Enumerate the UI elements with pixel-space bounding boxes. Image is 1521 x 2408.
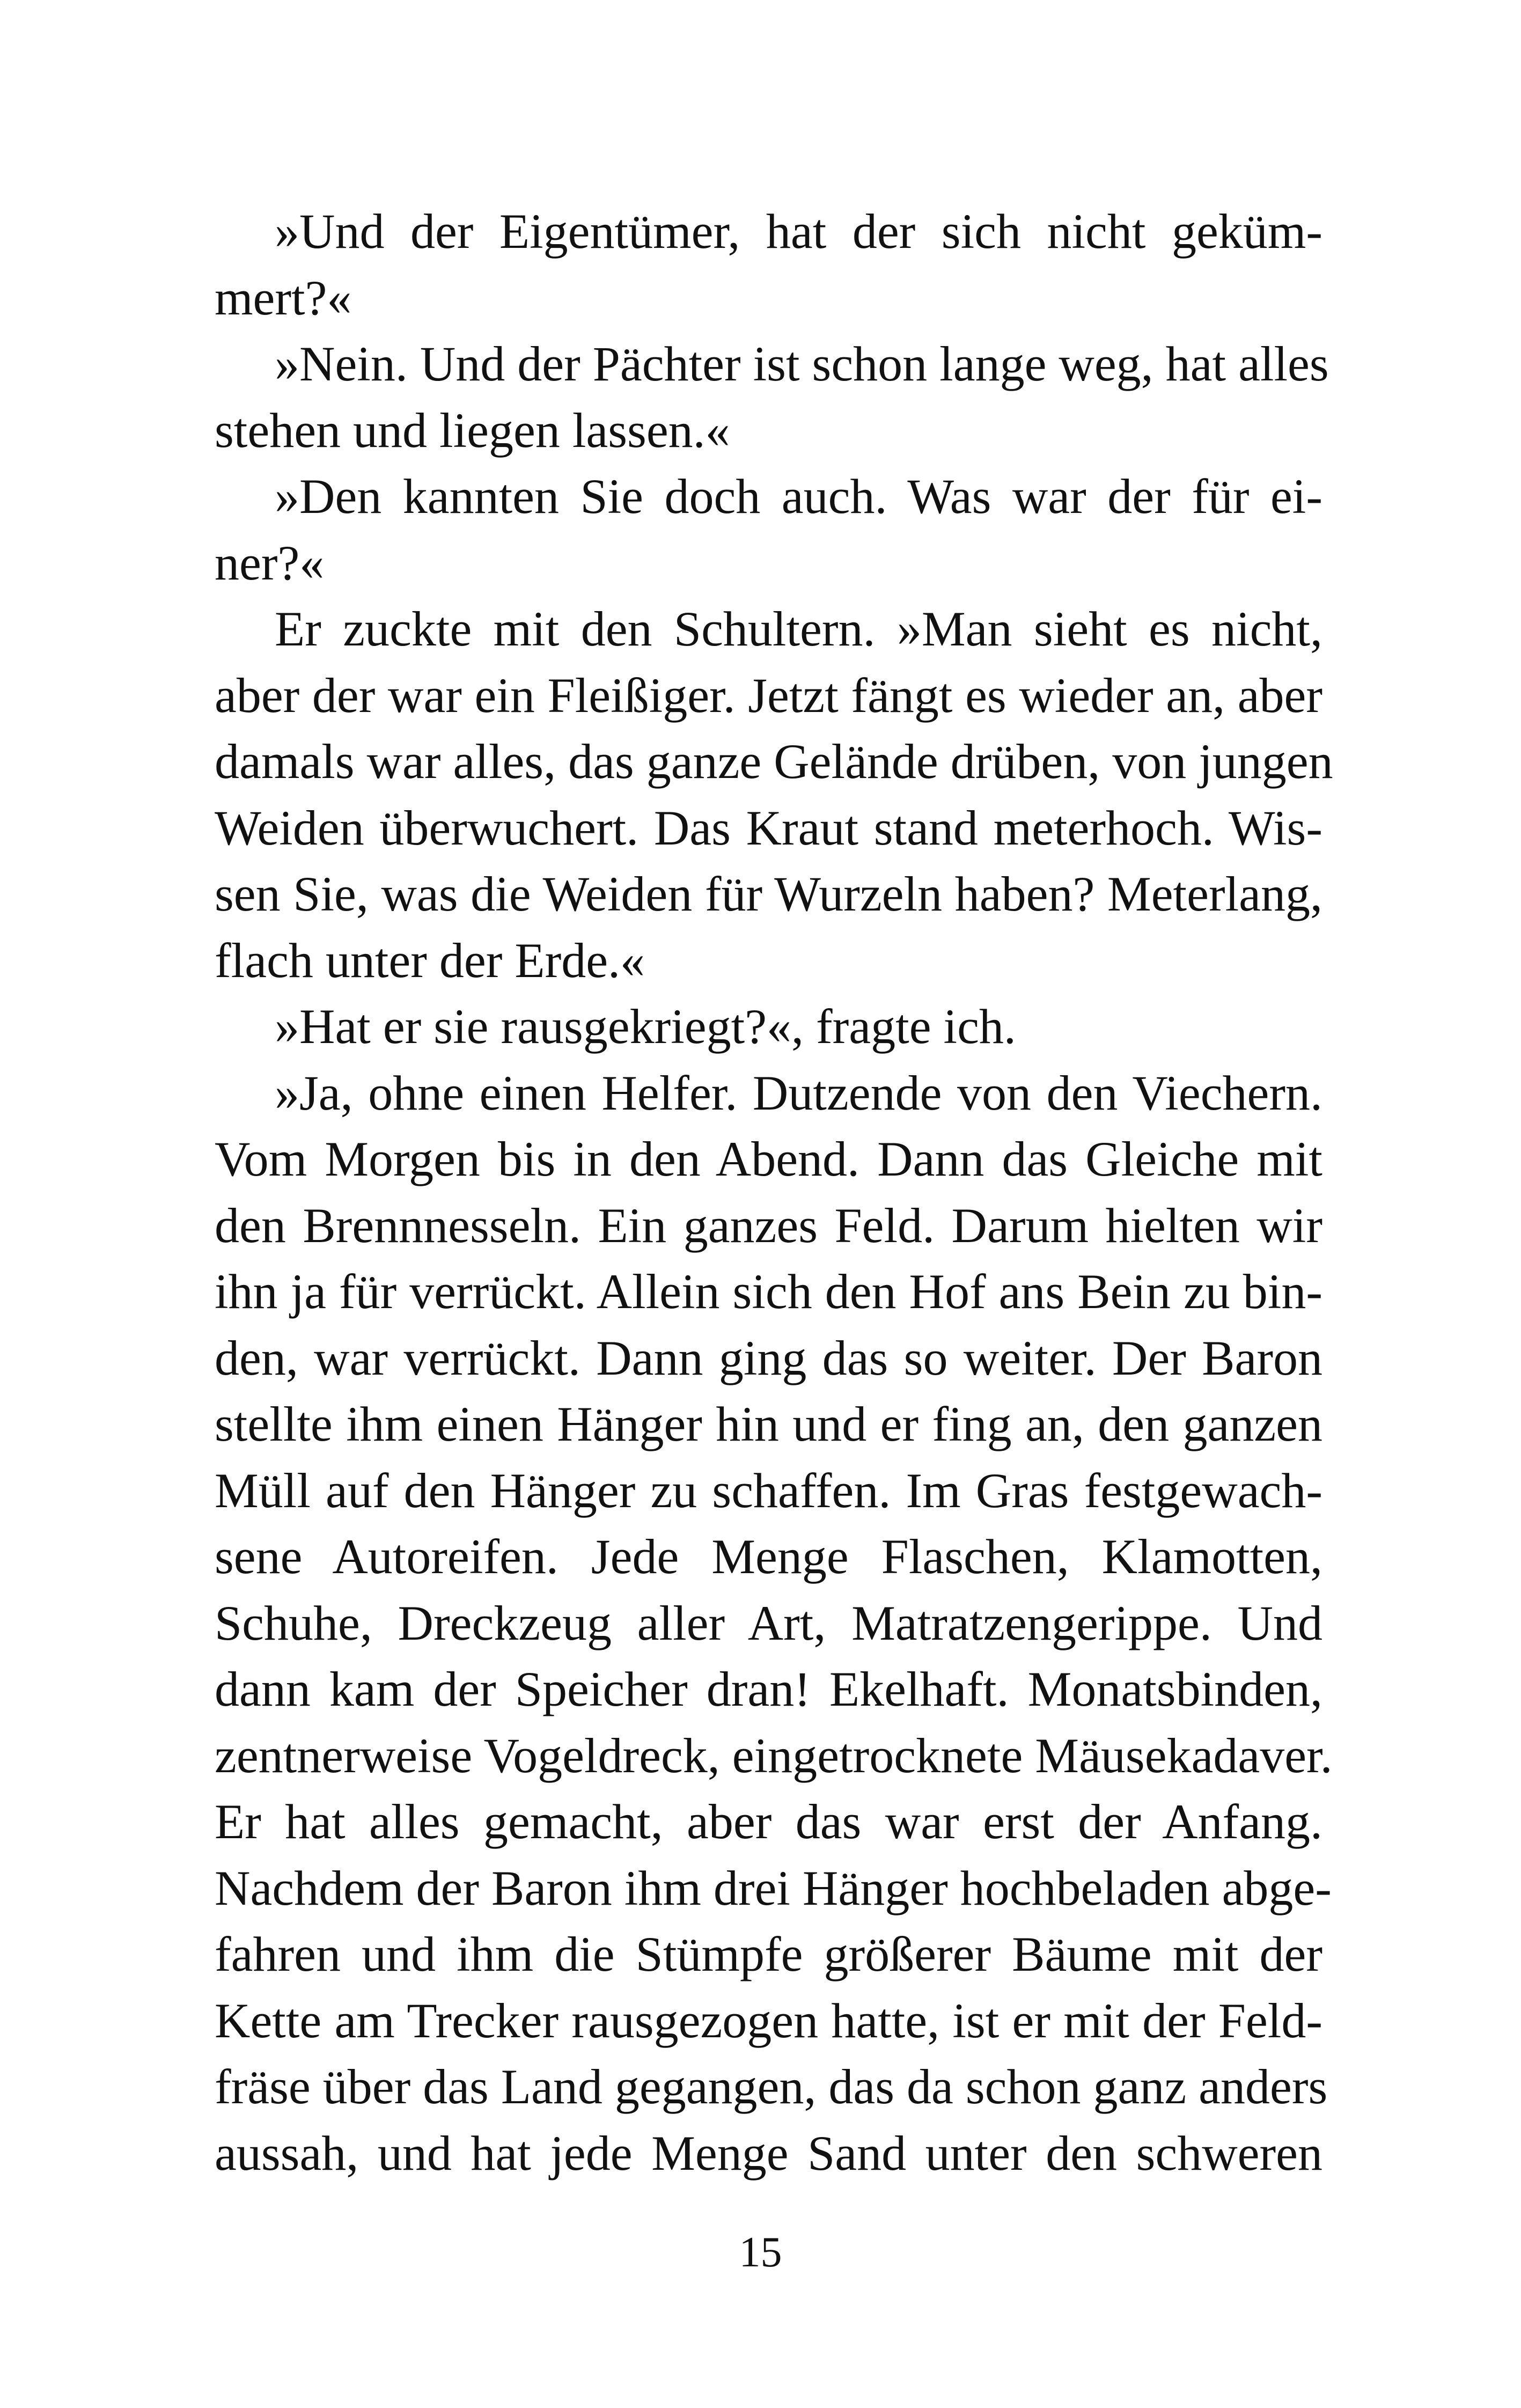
text-line: aussah, und hat jede Menge Sand unter den schweren (215, 2125, 1322, 2181)
text-line: zentnerweise Vogeldreck, eingetrocknete Mäusekadaver. (215, 1728, 1333, 1783)
text-line: Er zuckte mit den Schultern. »Man sieht es nicht, (275, 601, 1322, 656)
text-line: »Hat er sie rausgekriegt?«, fragte ich. (275, 999, 1016, 1054)
text-line: Nachdem der Baron ihm drei Hänger hochbeladen abge- (215, 1860, 1332, 1915)
text-line: »Den kannten Sie doch auch. Was war der für ei- (275, 469, 1322, 524)
text-line: »Ja, ohne einen Helfer. Dutzende von den Viechern. (275, 1065, 1322, 1120)
body-text (215, 199, 1333, 2186)
text-line: sene Autoreifen. Jede Menge Flaschen, Klamotten, (215, 1529, 1322, 1584)
text-line: Weiden überwuchert. Das Kraut stand meterhoch. Wis- (215, 800, 1322, 855)
page-number: 15 (739, 2229, 782, 2276)
text-line: ihn ja für verrückt. Allein sich den Hof ans Bein zu bin- (215, 1264, 1322, 1319)
text-line: Müll auf den Hänger zu schaffen. Im Gras festgewach- (215, 1463, 1322, 1518)
text-line: ner?« (215, 535, 325, 590)
text-line: den Brennnesseln. Ein ganzes Feld. Darum hielten wir (215, 1198, 1322, 1253)
text-line: mert?« (215, 270, 352, 325)
text-line: den, war verrückt. Dann ging das so weiter. Der Baron (215, 1330, 1322, 1385)
text-line: stehen und liegen lassen.« (215, 402, 730, 458)
text-line: fahren und ihm die Stümpfe größerer Bäume mit der (215, 1927, 1322, 1981)
text-line: Kette am Trecker rausgezogen hatte, ist er mit der Feld- (215, 1993, 1322, 2048)
text-line: sen Sie, was die Weiden für Wurzeln haben? Meterlang, (215, 867, 1322, 921)
text-line: damals war alles, das ganze Gelände drüben, von jungen (215, 734, 1333, 789)
text-line: flach unter der Erde.« (215, 933, 645, 988)
text-line: »Und der Eigentümer, hat der sich nicht geküm- (275, 204, 1322, 259)
text-line: Vom Morgen bis in den Abend. Dann das Gleiche mit (215, 1132, 1322, 1186)
text-line: aber der war ein Fleißiger. Jetzt fängt es wieder an, aber (215, 667, 1322, 723)
text-line: »Nein. Und der Pächter ist schon lange weg, hat alles (275, 336, 1329, 391)
text-line: stellte ihm einen Hänger hin und er fing an, den ganzen (215, 1397, 1322, 1451)
text-line: Er hat alles gemacht, aber das war erst der Anfang. (215, 1794, 1322, 1849)
text-line: Schuhe, Dreckzeug aller Art, Matratzengerippe. Und (215, 1595, 1322, 1650)
text-line: dann kam der Speicher dran! Ekelhaft. Monatsbinden, (215, 1662, 1322, 1716)
text-line: fräse über das Land gegangen, das da schon ganz anders (215, 2059, 1328, 2114)
